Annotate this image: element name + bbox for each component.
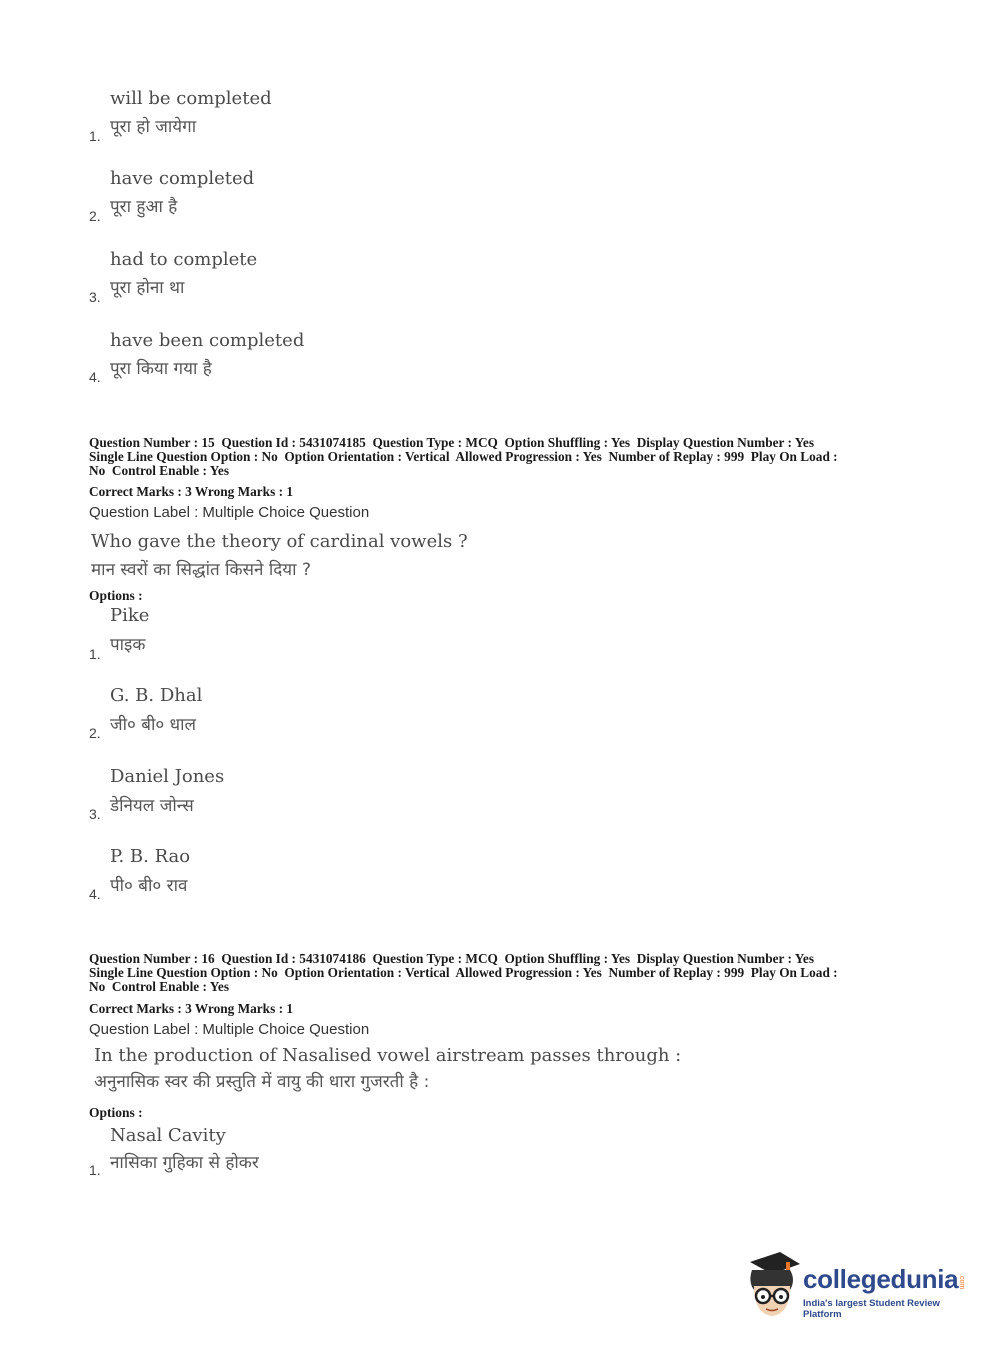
question-meta-line-2: Single Line Question Option : No Option Orientation : Vertical Allowed Progression : Yes Number of Replay : 999 Play On Load : <box>89 965 838 980</box>
question-label: Question Label : Multiple Choice Question <box>89 1021 370 1038</box>
option-2-en: G. B. Dhal <box>110 685 203 706</box>
option-4-number: 4. <box>89 369 101 385</box>
question-marks: Correct Marks : 3 Wrong Marks : 1 <box>89 484 293 499</box>
question-meta-line-3: No Control Enable : Yes <box>89 463 229 478</box>
option-4-en: P. B. Rao <box>110 846 191 867</box>
option-1-hi: पूरा हो जायेगा <box>110 117 197 137</box>
option-1-en: Pike <box>110 605 150 626</box>
option-1-hi: नासिका गुहिका से होकर <box>110 1153 259 1173</box>
question-text-en: In the production of Nasalised vowel airstream passes through : <box>94 1045 682 1066</box>
option-3-number: 3. <box>89 806 101 822</box>
option-4-number: 4. <box>89 886 101 902</box>
option-1-en: will be completed <box>110 88 272 109</box>
question-marks: Correct Marks : 3 Wrong Marks : 1 <box>89 1001 293 1016</box>
option-3-number: 3. <box>89 289 101 305</box>
option-1-en: Nasal Cavity <box>110 1125 226 1146</box>
question-meta-line-2: Single Line Question Option : No Option Orientation : Vertical Allowed Progression : Yes Number of Replay : 999 Play On Load : <box>89 449 838 464</box>
question-text-hi: अनुनासिक स्वर की प्रस्तुति में वायु की धारा गुजरती है : <box>94 1072 430 1092</box>
option-3-en: Daniel Jones <box>110 766 225 787</box>
collegedunia-logo <box>742 1250 972 1322</box>
option-4-en: have been completed <box>110 330 305 351</box>
option-1-hi: पाइक <box>110 635 146 655</box>
option-2-en: have completed <box>110 168 255 189</box>
option-3-en: had to complete <box>110 249 258 270</box>
option-3-hi: डेनियल जोन्स <box>110 796 194 816</box>
mascot-icon <box>742 1250 802 1322</box>
question-meta-line-1: Question Number : 15 Question Id : 5431074185 Question Type : MCQ Option Shuffling : Yes Display Question Number : Yes <box>89 435 814 450</box>
option-4-hi: पूरा किया गया है <box>110 359 212 379</box>
question-meta-line-3: No Control Enable : Yes <box>89 979 229 994</box>
logo-wordmark: collegedunia <box>803 1264 959 1294</box>
option-1-number: 1. <box>89 1162 101 1178</box>
option-2-hi: पूरा हुआ है <box>110 197 178 217</box>
question-text-hi: मान स्वरों का सिद्धांत किसने दिया ? <box>91 560 311 580</box>
question-label: Question Label : Multiple Choice Question <box>89 504 370 521</box>
option-3-hi: पूरा होना था <box>110 278 185 298</box>
option-4-hi: पी० बी० राव <box>110 876 188 896</box>
option-1-number: 1. <box>89 128 101 144</box>
option-2-number: 2. <box>89 725 101 741</box>
options-header: Options : <box>89 1105 143 1120</box>
question-meta-line-1: Question Number : 16 Question Id : 5431074186 Question Type : MCQ Option Shuffling : Yes Display Question Number : Yes <box>89 951 814 966</box>
option-2-number: 2. <box>89 208 101 224</box>
options-header: Options : <box>89 588 143 603</box>
option-2-hi: जी० बी० धाल <box>110 715 196 735</box>
question-text-en: Who gave the theory of cardinal vowels ? <box>91 531 468 552</box>
logo-domain-suffix: .com <box>958 1274 965 1290</box>
option-1-number: 1. <box>89 646 101 662</box>
logo-tagline: India's largest Student Review Platform <box>803 1298 940 1320</box>
